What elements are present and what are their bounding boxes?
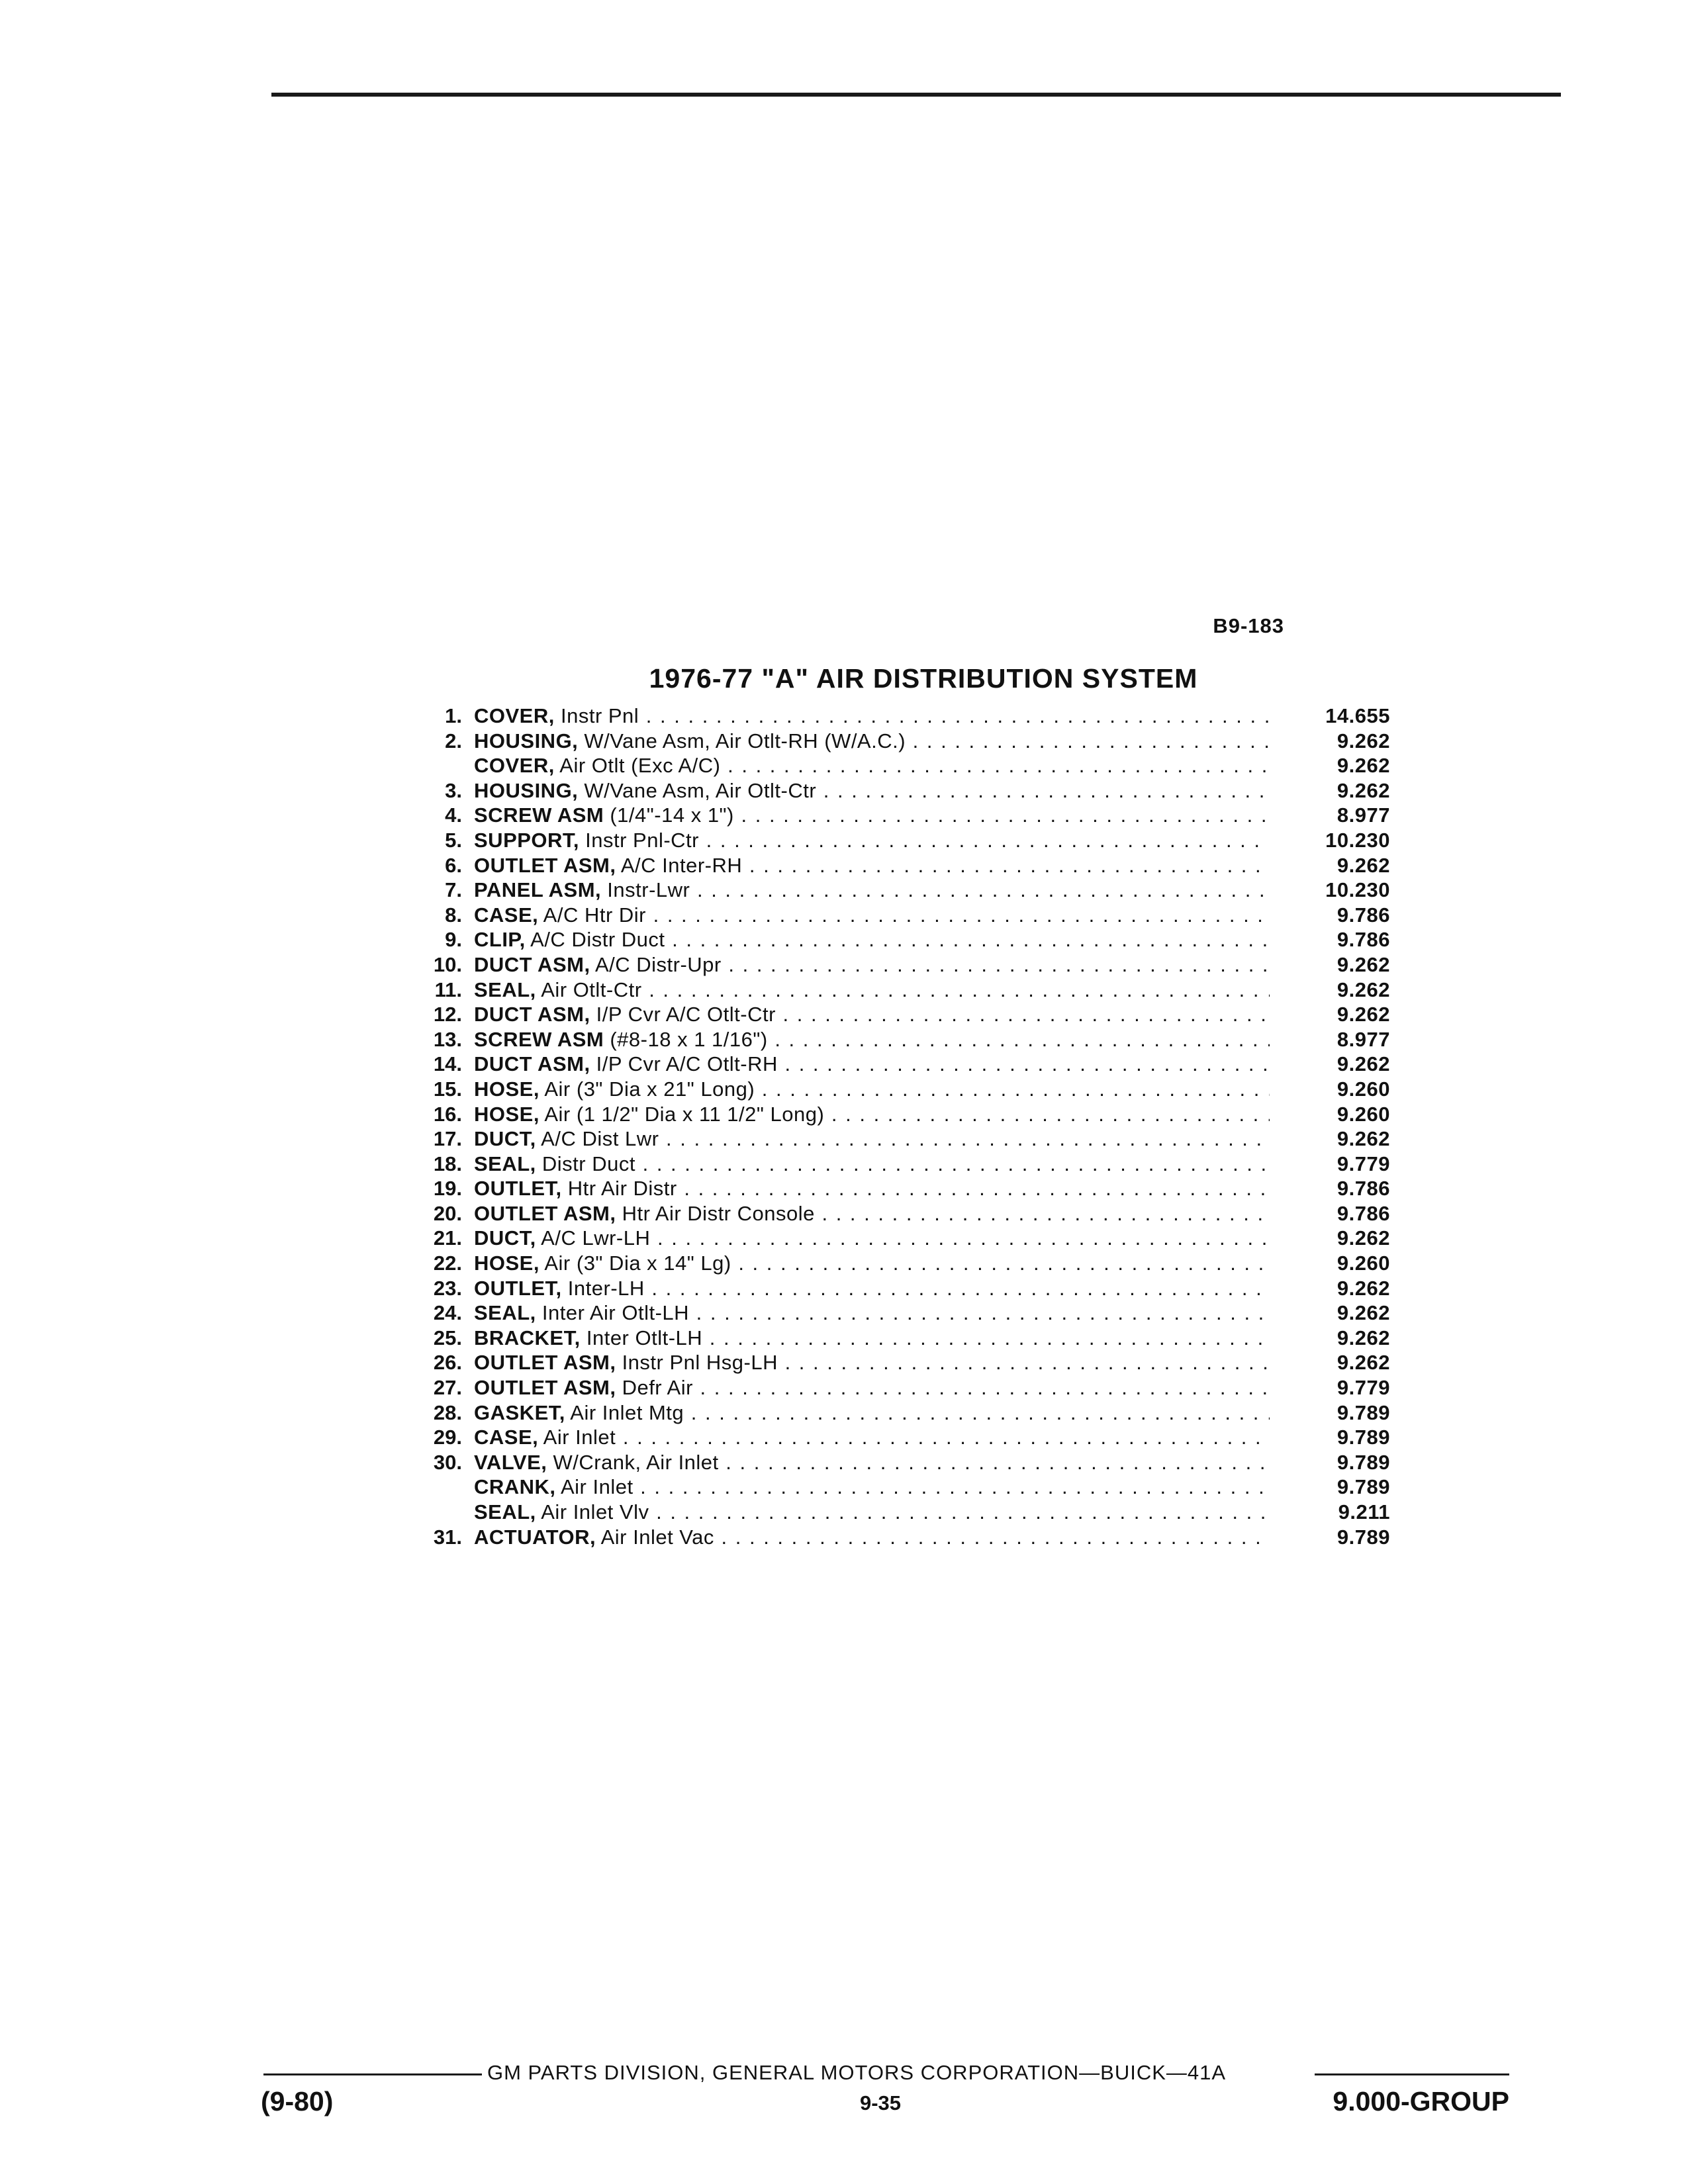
item-number: 7. [445, 878, 462, 902]
item-detail: Air Otlt (Exc A/C) [554, 754, 721, 778]
item-detail: Instr Pnl-Ctr [579, 828, 699, 852]
item-detail: A/C Dist Lwr [536, 1127, 659, 1151]
item-description [474, 753, 1270, 778]
item-number: 10. [433, 952, 462, 976]
parts-row [410, 1500, 1390, 1525]
item-detail: A/C Distr-Upr [590, 952, 722, 976]
item-description [474, 1077, 1270, 1102]
item-number: 24. [433, 1301, 462, 1325]
item-group-number: 9.786 [1336, 903, 1390, 927]
item-name: DUCT ASM, [474, 1052, 590, 1076]
parts-row [410, 1400, 1390, 1426]
item-number: 30. [433, 1450, 462, 1474]
item-description [474, 1176, 1270, 1201]
item-number: 29. [433, 1426, 462, 1449]
item-description [474, 1400, 1270, 1426]
item-name: SCREW ASM [474, 1027, 604, 1051]
item-detail: A/C Lwr-LH [536, 1226, 651, 1250]
parts-row [410, 1002, 1390, 1027]
parts-row [410, 704, 1390, 729]
item-number: 13. [433, 1027, 462, 1051]
parts-row [410, 978, 1390, 1003]
item-description [474, 1500, 1270, 1525]
item-detail: W/Crank, Air Inlet [547, 1450, 719, 1474]
parts-row [410, 1276, 1390, 1301]
item-number: 27. [433, 1376, 462, 1400]
item-description [474, 1450, 1270, 1475]
item-description [474, 1027, 1270, 1052]
item-number: 19. [433, 1177, 462, 1201]
item-group-number: 9.262 [1336, 1326, 1390, 1349]
item-number: 8. [445, 903, 462, 927]
item-name: OUTLET ASM, [474, 1376, 616, 1400]
item-group-number: 9.262 [1336, 1127, 1390, 1151]
item-group-number: 9.262 [1336, 952, 1390, 976]
item-name: DUCT, [474, 1226, 536, 1250]
item-number: 11. [434, 978, 462, 1001]
item-number: 9. [445, 928, 462, 952]
item-detail: Htr Air Distr [561, 1177, 677, 1201]
item-number: 15. [433, 1077, 462, 1101]
item-group-number: 9.786 [1336, 1177, 1390, 1201]
item-group-number: 14.655 [1325, 704, 1390, 727]
group-label: 9.000-GROUP [1333, 2086, 1509, 2116]
parts-list [410, 704, 1390, 1549]
parts-row [410, 1102, 1390, 1127]
item-number: 16. [433, 1102, 462, 1126]
item-detail: Air Inlet [538, 1426, 616, 1449]
item-number: 5. [445, 828, 462, 852]
page-title: 1976-77 "A" AIR DISTRIBUTION SYSTEM [649, 663, 1198, 694]
item-name: OUTLET ASM, [474, 853, 616, 877]
item-name: HOSE, [474, 1102, 539, 1126]
item-group-number: 10.230 [1325, 828, 1390, 852]
item-description [474, 704, 1270, 729]
parts-row [410, 952, 1390, 978]
footer-date: (9-80) [261, 2086, 334, 2116]
item-detail: (#8-18 x 1 1/16") [604, 1027, 768, 1051]
item-name: HOUSING, [474, 729, 579, 752]
parts-row [410, 803, 1390, 828]
item-detail: Defr Air [616, 1376, 693, 1400]
item-description [474, 803, 1270, 828]
parts-row [410, 1052, 1390, 1077]
parts-row [410, 1375, 1390, 1400]
item-group-number: 9.260 [1336, 1102, 1390, 1126]
item-detail: I/P Cvr A/C Otlt-Ctr [590, 1003, 776, 1026]
item-name: CASE, [474, 1426, 539, 1449]
item-group-number: 9.262 [1336, 1003, 1390, 1026]
item-detail: Inter-LH [561, 1276, 645, 1300]
item-name: OUTLET ASM, [474, 1351, 616, 1375]
item-description [474, 729, 1270, 754]
item-name: SUPPORT, [474, 828, 580, 852]
item-group-number: 9.262 [1336, 1226, 1390, 1250]
item-name: ACTUATOR, [474, 1525, 596, 1549]
item-detail: I/P Cvr A/C Otlt-RH [590, 1052, 778, 1076]
item-group-number: 9.260 [1336, 1077, 1390, 1101]
item-number: 26. [433, 1351, 462, 1375]
item-group-number: 9.786 [1336, 1201, 1390, 1225]
item-name: OUTLET ASM, [474, 1201, 616, 1225]
item-name: DUCT ASM, [474, 1003, 590, 1026]
item-description [474, 1152, 1270, 1177]
item-detail: Instr Pnl Hsg-LH [616, 1351, 778, 1375]
item-name: HOUSING, [474, 778, 579, 802]
item-number: 23. [433, 1276, 462, 1300]
parts-row [410, 878, 1390, 903]
item-group-number: 9.789 [1336, 1525, 1390, 1549]
item-group-number: 9.262 [1336, 1052, 1390, 1076]
item-name: GASKET, [474, 1400, 565, 1424]
item-detail: Htr Air Distr Console [616, 1201, 815, 1225]
parts-row [410, 1126, 1390, 1152]
item-detail: Air (1 1/2" Dia x 11 1/2" Long) [539, 1102, 825, 1126]
item-description [474, 1276, 1270, 1301]
item-name: SEAL, [474, 1500, 536, 1524]
footer-rule-right [1315, 2073, 1509, 2075]
item-name: DUCT, [474, 1127, 536, 1151]
parts-row [410, 1525, 1390, 1550]
item-number: 18. [433, 1152, 462, 1175]
item-group-number: 10.230 [1325, 878, 1390, 902]
item-group-number: 9.262 [1336, 853, 1390, 877]
item-description [474, 1326, 1270, 1351]
item-group-number: 9.262 [1336, 1276, 1390, 1300]
item-detail: Instr-Lwr [601, 878, 690, 902]
item-group-number: 8.977 [1336, 803, 1390, 827]
item-number: 31. [433, 1525, 462, 1549]
parts-row [410, 753, 1390, 778]
item-group-number: 9.262 [1336, 978, 1390, 1001]
parts-row [410, 1201, 1390, 1226]
parts-row [410, 1176, 1390, 1201]
item-group-number: 9.779 [1336, 1152, 1390, 1175]
item-name: PANEL ASM, [474, 878, 602, 902]
item-group-number: 9.786 [1336, 928, 1390, 952]
item-detail: Inter Air Otlt-LH [536, 1301, 690, 1325]
item-description [474, 1350, 1270, 1375]
item-number: 22. [433, 1251, 462, 1275]
item-number: 3. [445, 778, 462, 802]
item-description [474, 1201, 1270, 1226]
item-group-number: 9.789 [1336, 1475, 1390, 1499]
item-detail: Instr Pnl [554, 704, 639, 727]
item-group-number: 9.262 [1336, 1351, 1390, 1375]
item-description [474, 1226, 1270, 1251]
parts-row [410, 1027, 1390, 1052]
parts-row [410, 1077, 1390, 1102]
item-group-number: 9.262 [1336, 1301, 1390, 1325]
item-name: CLIP, [474, 928, 526, 952]
item-detail: (1/4"-14 x 1") [604, 803, 734, 827]
item-name: SEAL, [474, 1301, 536, 1325]
item-group-number: 8.977 [1336, 1027, 1390, 1051]
parts-row [410, 1350, 1390, 1375]
parts-row [410, 1226, 1390, 1251]
item-description [474, 1102, 1270, 1127]
item-detail: Distr Duct [536, 1152, 635, 1175]
top-rule [271, 93, 1561, 97]
item-description [474, 1300, 1270, 1326]
item-description [474, 978, 1270, 1003]
figure-code: B9-183 [1213, 614, 1284, 637]
item-group-number: 9.211 [1338, 1500, 1390, 1524]
item-name: CASE, [474, 903, 539, 927]
item-group-number: 9.262 [1336, 754, 1390, 778]
parts-row [410, 903, 1390, 928]
item-description [474, 853, 1270, 878]
item-description [474, 1475, 1270, 1500]
item-name: OUTLET, [474, 1276, 562, 1300]
parts-row [410, 1475, 1390, 1500]
item-description [474, 878, 1270, 903]
item-detail: Inter Otlt-LH [580, 1326, 703, 1349]
item-name: CRANK, [474, 1475, 556, 1499]
item-name: SEAL, [474, 978, 536, 1001]
parts-row [410, 853, 1390, 878]
item-name: BRACKET, [474, 1326, 581, 1349]
parts-row [410, 778, 1390, 803]
parts-row [410, 1251, 1390, 1276]
parts-row [410, 927, 1390, 952]
item-name: DUCT ASM, [474, 952, 590, 976]
item-detail: W/Vane Asm, Air Otlt-RH (W/A.C.) [578, 729, 906, 752]
item-number: 21. [433, 1226, 462, 1250]
item-description [474, 1525, 1270, 1550]
item-number: 6. [445, 853, 462, 877]
footer-publisher: GM PARTS DIVISION, GENERAL MOTORS CORPORATION—BUICK—41A [487, 2061, 1227, 2084]
item-detail: W/Vane Asm, Air Otlt-Ctr [578, 778, 817, 802]
item-number: 4. [445, 803, 462, 827]
item-detail: Air Otlt-Ctr [536, 978, 642, 1001]
item-detail: Air Inlet [555, 1475, 633, 1499]
parts-row [410, 729, 1390, 754]
item-description [474, 828, 1270, 853]
item-group-number: 9.262 [1336, 729, 1390, 752]
parts-row [410, 1450, 1390, 1475]
item-group-number: 9.262 [1336, 778, 1390, 802]
item-name: COVER, [474, 754, 555, 778]
item-name: HOSE, [474, 1077, 539, 1101]
item-description [474, 1425, 1270, 1450]
item-number: 14. [433, 1052, 462, 1076]
item-group-number: 9.779 [1336, 1376, 1390, 1400]
item-name: HOSE, [474, 1251, 539, 1275]
item-number: 25. [433, 1326, 462, 1349]
item-detail: Air Inlet Vac [596, 1525, 714, 1549]
item-description [474, 952, 1270, 978]
item-detail: A/C Htr Dir [538, 903, 646, 927]
item-detail: Air (3" Dia x 21" Long) [539, 1077, 755, 1101]
item-number: 1. [445, 704, 462, 727]
item-detail: A/C Inter-RH [616, 853, 743, 877]
footer-rule-left [263, 2073, 482, 2075]
item-name: VALVE, [474, 1450, 547, 1474]
page-number: 9-35 [859, 2091, 902, 2115]
parts-row [410, 1425, 1390, 1450]
item-number: 28. [433, 1400, 462, 1424]
parts-row [410, 1300, 1390, 1326]
item-group-number: 9.789 [1336, 1400, 1390, 1424]
item-description [474, 1251, 1270, 1276]
item-detail: Air (3" Dia x 14" Lg) [539, 1251, 731, 1275]
item-name: SCREW ASM [474, 803, 604, 827]
item-name: OUTLET, [474, 1177, 562, 1201]
item-number: 12. [433, 1003, 462, 1026]
item-group-number: 9.260 [1336, 1251, 1390, 1275]
item-detail: Air Inlet Vlv [536, 1500, 649, 1524]
parts-row [410, 1152, 1390, 1177]
item-number: 2. [445, 729, 462, 752]
item-name: COVER, [474, 704, 555, 727]
item-description [474, 1052, 1270, 1077]
item-group-number: 9.789 [1336, 1450, 1390, 1474]
item-number: 17. [433, 1127, 462, 1151]
parts-row [410, 828, 1390, 853]
item-description [474, 1126, 1270, 1152]
item-number: 20. [433, 1201, 462, 1225]
item-group-number: 9.789 [1336, 1426, 1390, 1449]
item-detail: A/C Distr Duct [525, 928, 665, 952]
item-description [474, 1375, 1270, 1400]
item-description [474, 903, 1270, 928]
item-name: SEAL, [474, 1152, 536, 1175]
item-description [474, 927, 1270, 952]
item-detail: Air Inlet Mtg [565, 1400, 684, 1424]
parts-row [410, 1326, 1390, 1351]
item-description [474, 1002, 1270, 1027]
item-description [474, 778, 1270, 803]
